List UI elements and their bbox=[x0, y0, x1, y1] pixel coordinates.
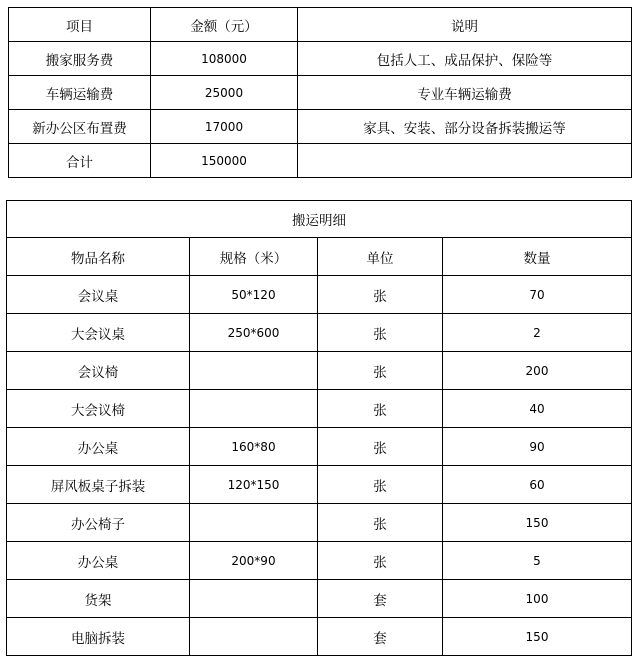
qty-cell: 5 bbox=[443, 542, 632, 580]
unit-cell: 张 bbox=[318, 352, 443, 390]
unit-cell: 张 bbox=[318, 276, 443, 314]
spec-cell bbox=[190, 352, 318, 390]
note-cell: 专业车辆运输费 bbox=[298, 76, 632, 110]
note-cell: 包括人工、成品保护、保险等 bbox=[298, 42, 632, 76]
unit-cell: 张 bbox=[318, 466, 443, 504]
table-row bbox=[7, 580, 632, 618]
spec-cell: 160*80 bbox=[190, 428, 318, 466]
amount-cell: 25000 bbox=[151, 76, 298, 110]
qty-cell: 90 bbox=[443, 428, 632, 466]
unit-cell: 套 bbox=[318, 618, 443, 656]
name-cell: 电脑拆装 bbox=[7, 618, 190, 656]
table-row bbox=[7, 504, 632, 542]
detail-title-row bbox=[7, 201, 632, 238]
spec-cell: 50*120 bbox=[190, 276, 318, 314]
table-row bbox=[7, 428, 632, 466]
table-row bbox=[7, 466, 632, 504]
qty-cell: 70 bbox=[443, 276, 632, 314]
name-cell: 货架 bbox=[7, 580, 190, 618]
name-cell: 会议椅 bbox=[7, 352, 190, 390]
note-cell: 家具、安装、部分设备拆装搬运等 bbox=[298, 110, 632, 144]
moving-detail-table bbox=[6, 200, 632, 656]
spec-cell: 200*90 bbox=[190, 542, 318, 580]
name-cell: 大会议桌 bbox=[7, 314, 190, 352]
spec-cell bbox=[190, 504, 318, 542]
qty-cell: 60 bbox=[443, 466, 632, 504]
name-cell: 办公桌 bbox=[7, 428, 190, 466]
header-amount: 金额（元） bbox=[151, 8, 298, 42]
table-row bbox=[9, 76, 632, 110]
spec-cell bbox=[190, 580, 318, 618]
item-cell: 搬家服务费 bbox=[9, 42, 151, 76]
total-note-cell bbox=[298, 144, 632, 178]
unit-cell: 张 bbox=[318, 390, 443, 428]
spec-cell bbox=[190, 618, 318, 656]
detail-header-row bbox=[7, 238, 632, 276]
table-row bbox=[9, 42, 632, 76]
table-row bbox=[7, 314, 632, 352]
name-cell: 大会议椅 bbox=[7, 390, 190, 428]
amount-cell: 108000 bbox=[151, 42, 298, 76]
qty-cell: 200 bbox=[443, 352, 632, 390]
header-spec: 规格（米） bbox=[190, 238, 318, 276]
header-item: 项目 bbox=[9, 8, 151, 42]
item-cell: 车辆运输费 bbox=[9, 76, 151, 110]
name-cell: 会议桌 bbox=[7, 276, 190, 314]
item-cell: 新办公区布置费 bbox=[9, 110, 151, 144]
qty-cell: 40 bbox=[443, 390, 632, 428]
table-row bbox=[9, 110, 632, 144]
total-label-cell: 合计 bbox=[9, 144, 151, 178]
unit-cell: 张 bbox=[318, 504, 443, 542]
header-unit: 单位 bbox=[318, 238, 443, 276]
qty-cell: 150 bbox=[443, 504, 632, 542]
table-row bbox=[7, 618, 632, 656]
qty-cell: 150 bbox=[443, 618, 632, 656]
qty-cell: 2 bbox=[443, 314, 632, 352]
qty-cell: 100 bbox=[443, 580, 632, 618]
table-row bbox=[7, 352, 632, 390]
table-row bbox=[7, 276, 632, 314]
unit-cell: 套 bbox=[318, 580, 443, 618]
table-row bbox=[7, 542, 632, 580]
unit-cell: 张 bbox=[318, 428, 443, 466]
amount-cell: 17000 bbox=[151, 110, 298, 144]
unit-cell: 张 bbox=[318, 542, 443, 580]
detail-title: 搬运明细 bbox=[7, 201, 632, 238]
name-cell: 屏风板桌子拆装 bbox=[7, 466, 190, 504]
cost-header-row bbox=[9, 8, 632, 42]
total-row bbox=[9, 144, 632, 178]
unit-cell: 张 bbox=[318, 314, 443, 352]
header-name: 物品名称 bbox=[7, 238, 190, 276]
table-row bbox=[7, 390, 632, 428]
total-amount-cell: 150000 bbox=[151, 144, 298, 178]
name-cell: 办公桌 bbox=[7, 542, 190, 580]
header-qty: 数量 bbox=[443, 238, 632, 276]
cost-table bbox=[8, 7, 632, 178]
name-cell: 办公椅子 bbox=[7, 504, 190, 542]
header-note: 说明 bbox=[298, 8, 632, 42]
spec-cell: 250*600 bbox=[190, 314, 318, 352]
spec-cell bbox=[190, 390, 318, 428]
spec-cell: 120*150 bbox=[190, 466, 318, 504]
